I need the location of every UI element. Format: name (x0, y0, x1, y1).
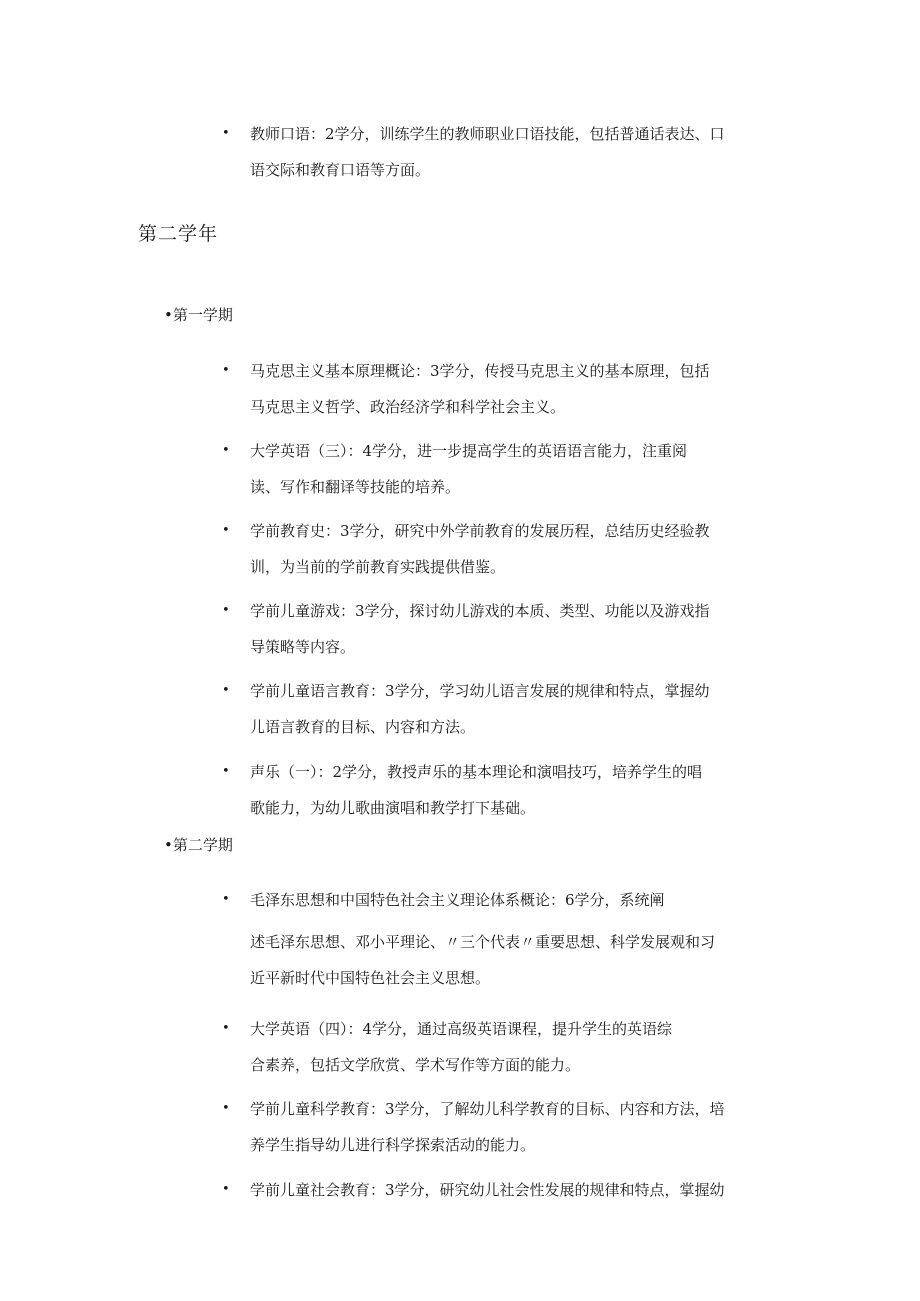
bullet-icon: • (222, 683, 230, 698)
course-item (222, 353, 792, 425)
course-item (222, 116, 792, 188)
course-line: 歌能力，为幼儿歌曲演唱和教学打下基础。 (250, 799, 536, 817)
course-line: 学前儿童游戏：3学分，探讨幼儿游戏的本质、类型、功能以及游戏指 (250, 602, 710, 620)
bullet-icon: • (222, 363, 230, 378)
course-item (222, 1011, 792, 1083)
bullet-icon: • (222, 1182, 230, 1197)
bullet-icon: • (222, 764, 230, 779)
course-line: 毛泽东思想和中国特色社会主义理论体系概论：6学分，系统阐 (250, 891, 665, 909)
bullet-icon: • (222, 126, 230, 141)
course-line: 声乐（一）：2学分，教授声乐的基本理论和演唱技巧，培养学生的唱 (250, 763, 703, 781)
course-item (222, 433, 792, 505)
course-line: 教师口语：2学分，训练学生的教师职业口语技能，包括普通话表达、口 (250, 125, 725, 143)
semester-heading: •第二学期 (164, 836, 233, 854)
course-line: 学前教育史：3学分，研究中外学前教育的发展历程，总结历史经验教 (250, 522, 710, 540)
bullet-icon: • (222, 603, 230, 618)
course-line: 训，为当前的学前教育实践提供借鉴。 (250, 558, 506, 576)
course-line: 述毛泽东思想、邓小平理论、〃三个代表〃重要思想、科学发展观和习 (250, 933, 716, 951)
bullet-icon: • (222, 1101, 230, 1116)
course-item (222, 673, 792, 745)
course-line: 大学英语（三）：4学分，进一步提高学生的英语语言能力，注重阅 (250, 442, 688, 460)
course-item (222, 513, 792, 585)
course-line: 大学英语（四）：4学分，通过高级英语课程，提升学生的英语综 (250, 1020, 673, 1038)
course-line: 学前儿童社会教育：3学分，研究幼儿社会性发展的规律和特点，掌握幼 (250, 1181, 725, 1199)
course-line: 语交际和教育口语等方面。 (250, 161, 431, 179)
semester-heading: •第一学期 (164, 306, 233, 324)
course-line: 学前儿童语言教育：3学分，学习幼儿语言发展的规律和特点，掌握幼 (250, 682, 710, 700)
course-item (222, 1172, 792, 1208)
course-line: 养学生指导幼儿进行科学探索活动的能力。 (250, 1136, 536, 1154)
course-item (222, 593, 792, 665)
course-line: 导策略等内容。 (250, 638, 356, 656)
course-line: 儿语言教育的目标、内容和方法。 (250, 718, 476, 736)
course-item (222, 882, 792, 996)
course-line: 马克思主义哲学、政治经济学和科学社会主义。 (250, 398, 566, 416)
bullet-icon: • (222, 1021, 230, 1036)
course-line: 马克思主义基本原理概论：3学分，传授马克思主义的基本原理，包括 (250, 362, 710, 380)
course-line: 读、写作和翻译等技能的培养。 (250, 478, 461, 496)
course-item (222, 1091, 792, 1163)
course-item (222, 754, 792, 826)
bullet-icon: • (222, 443, 230, 458)
year-heading: 第二学年 (138, 223, 219, 245)
course-line: 学前儿童科学教育：3学分，了解幼儿科学教育的目标、内容和方法，培 (250, 1100, 725, 1118)
bullet-icon: • (222, 892, 230, 907)
bullet-icon: • (222, 523, 230, 538)
course-line: 近平新时代中国特色社会主义思想。 (250, 969, 491, 987)
course-line: 合素养，包括文学欣赏、学术写作等方面的能力。 (250, 1056, 581, 1074)
